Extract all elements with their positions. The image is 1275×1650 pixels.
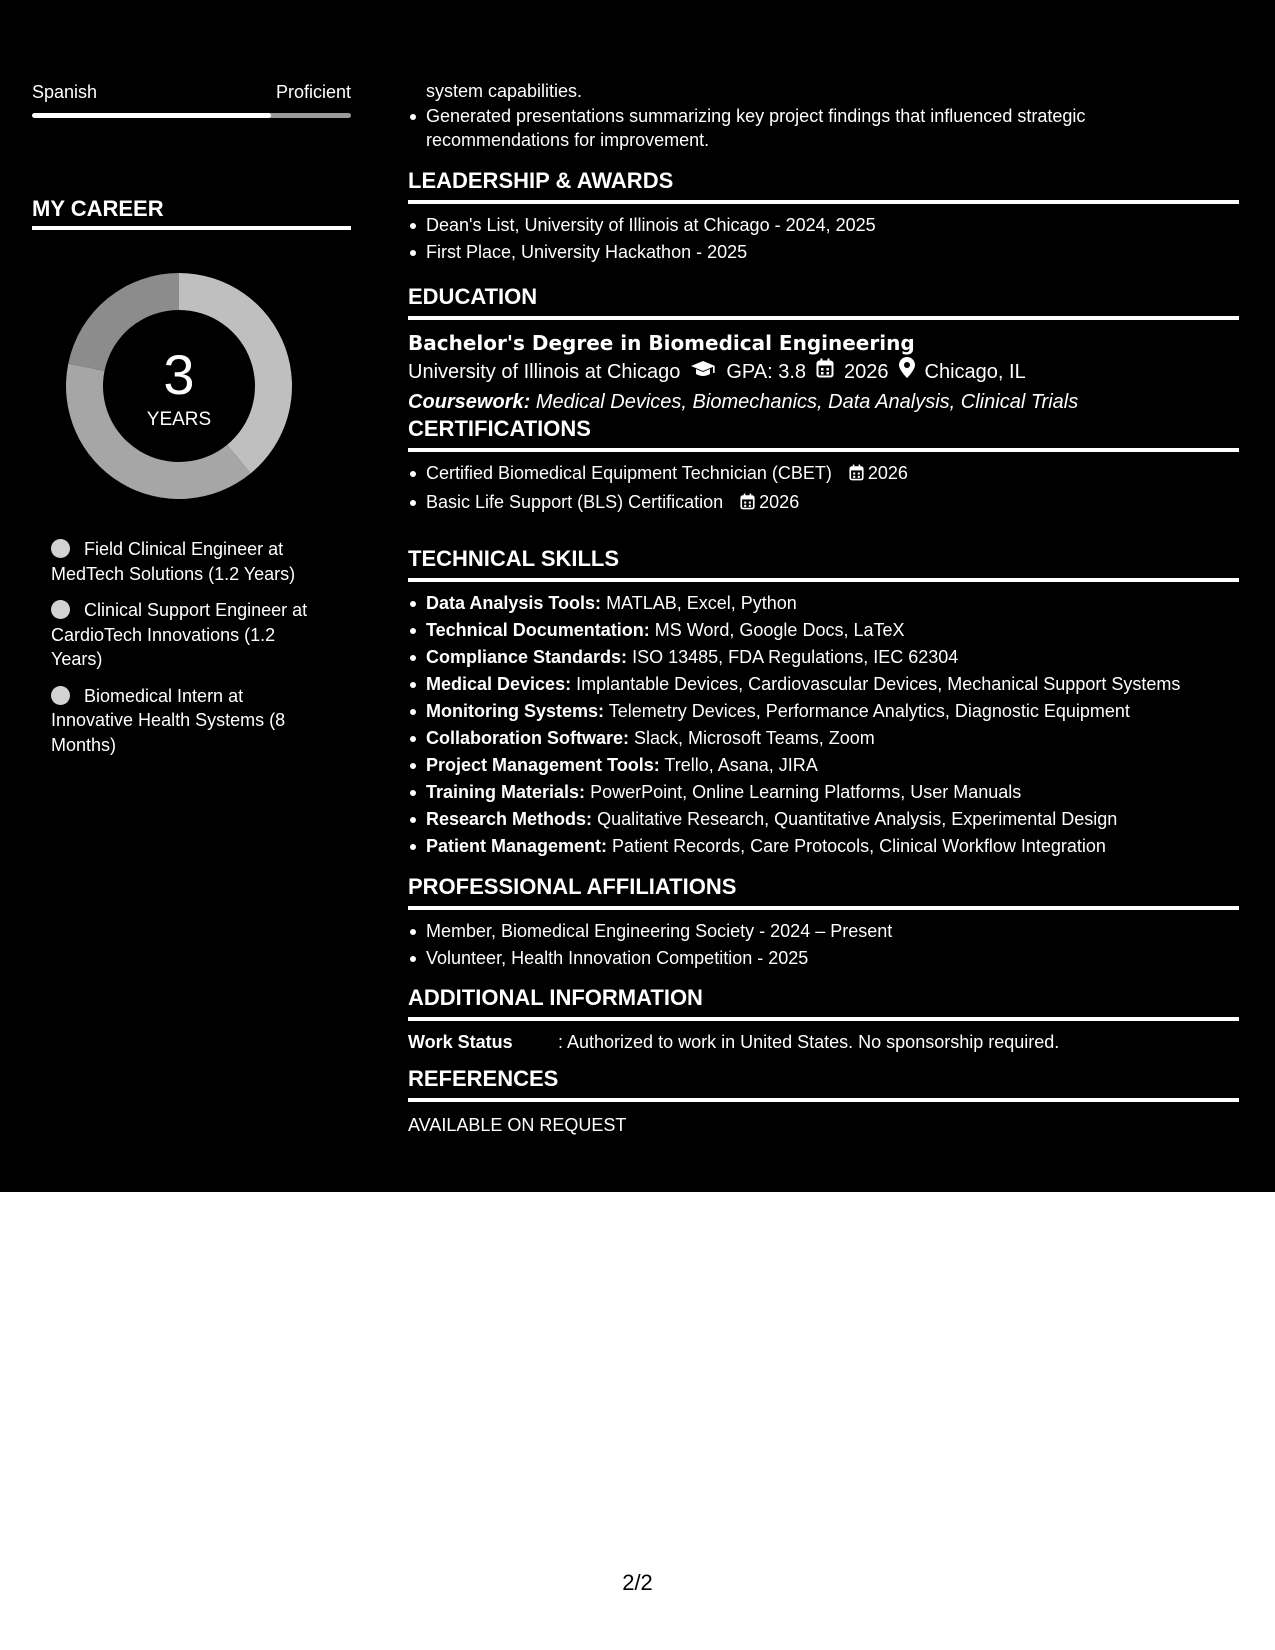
certification-name: Basic Life Support (BLS) Certification bbox=[426, 492, 724, 512]
skill-item bbox=[408, 806, 1239, 833]
skill-value: Qualitative Research, Quantitative Analysis, Experimental Design bbox=[597, 809, 1118, 829]
skills-list bbox=[408, 590, 1239, 860]
skill-item bbox=[408, 752, 1239, 779]
skill-value: Trello, Asana, JIRA bbox=[664, 755, 818, 775]
skill-value: ISO 13485, FDA Regulations, IEC 62304 bbox=[632, 647, 959, 667]
education-title: EDUCATION bbox=[408, 284, 538, 309]
section-divider bbox=[408, 906, 1239, 910]
skill-label: Technical Documentation: bbox=[426, 620, 650, 640]
career-item bbox=[51, 537, 321, 586]
career-donut-label bbox=[66, 273, 292, 499]
skill-value: PowerPoint, Online Learning Platforms, User Manuals bbox=[590, 782, 1022, 802]
affiliations-list bbox=[408, 918, 1239, 972]
additional-section bbox=[408, 985, 1239, 1055]
language-proficiency-bar bbox=[32, 113, 351, 118]
work-status-value: : Authorized to work in United States. No sponsorship required. bbox=[558, 1032, 1060, 1052]
section-divider bbox=[408, 1098, 1239, 1102]
certification-year: 2026 bbox=[759, 492, 800, 512]
section-divider bbox=[408, 448, 1239, 452]
skill-item bbox=[408, 779, 1239, 806]
skill-item bbox=[408, 644, 1239, 671]
certifications-list bbox=[408, 460, 1239, 518]
skill-item bbox=[408, 725, 1239, 752]
certification-item bbox=[408, 489, 1239, 518]
affiliation-item: Volunteer, Health Innovation Competition - 2025 bbox=[408, 945, 1239, 972]
skill-label: Patient Management: bbox=[426, 836, 608, 856]
skill-label: Medical Devices: bbox=[426, 674, 572, 694]
work-status-row bbox=[408, 1029, 1239, 1055]
education-location: Chicago, IL bbox=[924, 361, 1026, 383]
career-years-unit: YEARS bbox=[146, 409, 212, 430]
career-total-years: 3 bbox=[163, 343, 195, 406]
leadership-list bbox=[408, 212, 1239, 266]
section-divider bbox=[408, 578, 1239, 582]
career-dot-icon bbox=[51, 539, 70, 558]
language-row bbox=[32, 82, 351, 104]
experience-bullet-continued: recommendations for improvement. bbox=[426, 130, 710, 150]
work-status-label: Work Status bbox=[408, 1032, 513, 1052]
certification-name: Certified Biomedical Equipment Technician (CBET) bbox=[426, 463, 832, 483]
education-degree: Bachelor's Degree in Biomedical Engineering bbox=[408, 331, 915, 355]
leadership-item: First Place, University Hackathon - 2025 bbox=[408, 239, 1239, 266]
career-item bbox=[51, 598, 321, 672]
career-section-title: MY CAREER bbox=[32, 196, 164, 221]
skill-item bbox=[408, 698, 1239, 725]
education-coursework bbox=[408, 387, 1239, 417]
skill-label: Collaboration Software: bbox=[426, 728, 630, 748]
section-divider bbox=[408, 316, 1239, 320]
education-section bbox=[408, 284, 1239, 417]
skills-title: TECHNICAL SKILLS bbox=[408, 546, 620, 571]
language-proficiency-fill bbox=[32, 113, 271, 118]
skill-value: MATLAB, Excel, Python bbox=[606, 593, 797, 613]
skills-section bbox=[408, 546, 1239, 860]
career-item-text: Biomedical Intern at Innovative Health Systems (8 Months) bbox=[51, 685, 286, 755]
certification-year: 2026 bbox=[867, 463, 908, 483]
language-name: Spanish bbox=[32, 82, 98, 102]
skill-item bbox=[408, 590, 1239, 617]
skill-value: Implantable Devices, Cardiovascular Devices, Mechanical Support Systems bbox=[576, 674, 1181, 694]
career-list bbox=[51, 537, 321, 769]
page-number: 2/2 bbox=[622, 1570, 653, 1595]
skill-label: Training Materials: bbox=[426, 782, 586, 802]
location-pin-icon bbox=[899, 357, 915, 387]
certification-item bbox=[408, 460, 1239, 489]
career-item-text: Clinical Support Engineer at CardioTech Innovations (1.2 Years) bbox=[51, 600, 308, 669]
skill-label: Monitoring Systems: bbox=[426, 701, 605, 721]
affiliations-section bbox=[408, 874, 1239, 972]
skill-label: Compliance Standards: bbox=[426, 647, 628, 667]
education-year: 2026 bbox=[844, 361, 889, 383]
education-meta bbox=[408, 357, 1239, 387]
career-dot-icon bbox=[51, 600, 70, 619]
leadership-title: LEADERSHIP & AWARDS bbox=[408, 168, 674, 193]
references-title: REFERENCES bbox=[408, 1066, 559, 1091]
skill-label: Project Management Tools: bbox=[426, 755, 660, 775]
references-section bbox=[408, 1066, 1239, 1138]
skill-item bbox=[408, 833, 1239, 860]
education-school: University of Illinois at Chicago bbox=[408, 361, 681, 383]
coursework-label: Coursework: bbox=[408, 391, 531, 413]
references-text: AVAILABLE ON REQUEST bbox=[408, 1115, 627, 1135]
section-divider bbox=[408, 200, 1239, 204]
calendar-icon bbox=[849, 462, 864, 489]
skill-item bbox=[408, 617, 1239, 644]
calendar-icon bbox=[740, 491, 755, 518]
experience-bullet bbox=[408, 104, 1239, 129]
career-item bbox=[51, 684, 321, 758]
skill-value: Telemetry Devices, Performance Analytics, Diagnostic Equipment bbox=[608, 701, 1130, 721]
additional-title: ADDITIONAL INFORMATION bbox=[408, 985, 703, 1010]
skill-item bbox=[408, 671, 1239, 698]
coursework-list: Medical Devices, Biomechanics, Data Analysis, Clinical Trials bbox=[535, 391, 1079, 413]
certifications-title: CERTIFICATIONS bbox=[408, 416, 591, 441]
career-dot-icon bbox=[51, 686, 70, 705]
calendar-icon bbox=[816, 357, 834, 387]
education-gpa: GPA: 3.8 bbox=[726, 361, 807, 383]
section-divider bbox=[408, 1017, 1239, 1021]
language-level: Proficient bbox=[275, 82, 351, 102]
skill-label: Data Analysis Tools: bbox=[426, 593, 602, 613]
affiliations-title: PROFESSIONAL AFFILIATIONS bbox=[408, 874, 737, 899]
skill-value: Slack, Microsoft Teams, Zoom bbox=[634, 728, 875, 748]
career-divider bbox=[32, 226, 351, 230]
experience-bullet-text: Generated presentations summarizing key project findings that influenced strategic bbox=[426, 105, 1086, 126]
career-item-text: Field Clinical Engineer at MedTech Solutions (1.2 Years) bbox=[51, 539, 296, 584]
skill-label: Research Methods: bbox=[426, 809, 593, 829]
skill-value: Patient Records, Care Protocols, Clinical Workflow Integration bbox=[612, 836, 1106, 856]
leadership-item: Dean's List, University of Illinois at Chicago - 2024, 2025 bbox=[408, 212, 1239, 239]
experience-fragment bbox=[408, 79, 1239, 153]
affiliation-item: Member, Biomedical Engineering Society - 2024 – Present bbox=[408, 918, 1239, 945]
certifications-section bbox=[408, 416, 1239, 518]
experience-continued-text: system capabilities. bbox=[426, 81, 583, 101]
skill-value: MS Word, Google Docs, LaTeX bbox=[654, 620, 905, 640]
graduation-cap-icon bbox=[690, 357, 716, 387]
leadership-section bbox=[408, 168, 1239, 266]
